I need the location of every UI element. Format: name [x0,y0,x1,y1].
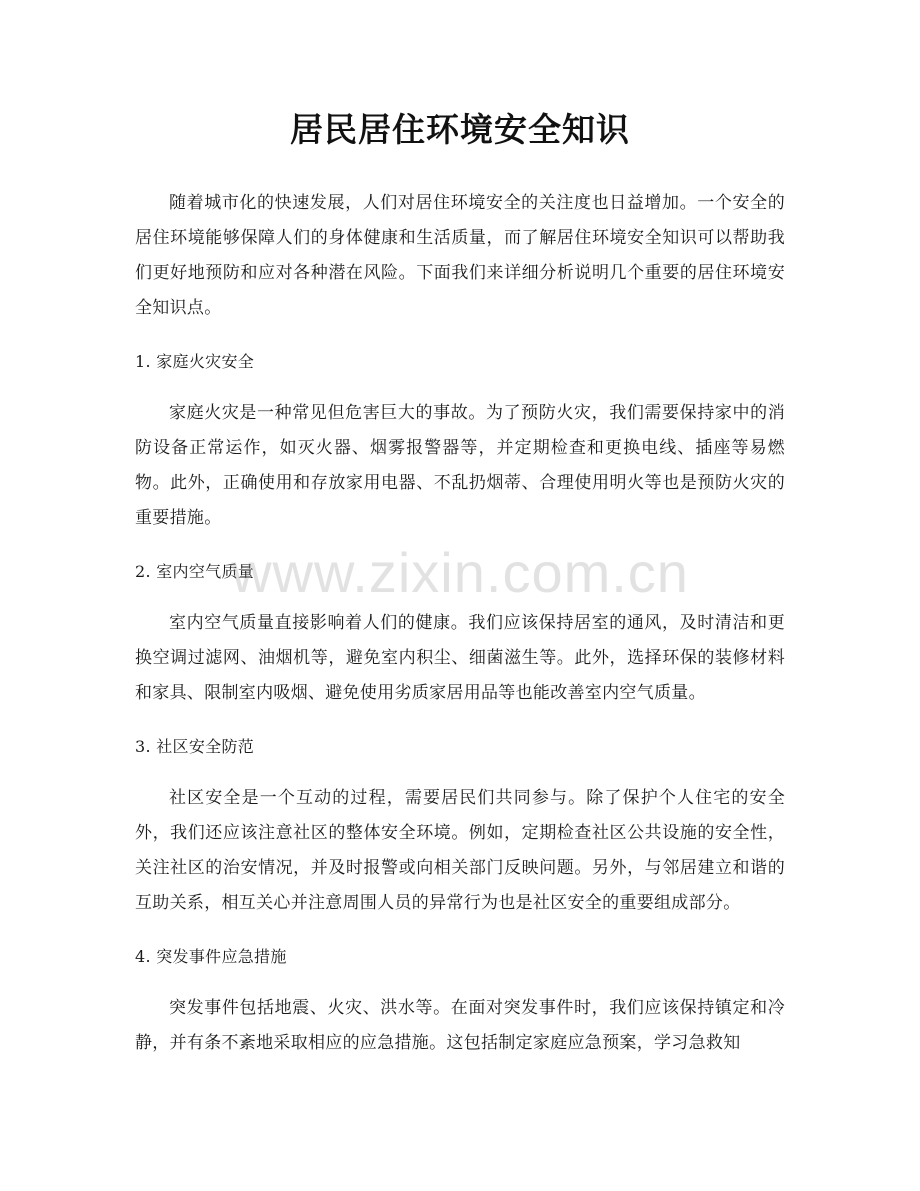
section-body-emergency: 突发事件包括地震、火灾、洪水等。在面对突发事件时，我们应该保持镇定和冷静，并有条不紊地采取相应的应急措施。这包括制定家庭应急预案，学习急救知 [135,998,785,1053]
section-heading-fire: 1. 家庭火灾安全 [135,352,255,371]
section-body-air: 室内空气质量直接影响着人们的健康。我们应该保持居室的通风，及时清洁和更换空调过滤网、油烟机等，避免室内积尘、细菌滋生等。此外，选择环保的装修材料和家具、限制室内吸烟、避免使用劣质家居用品等也能改善室内空气质量。 [135,613,785,703]
section-heading-air: 2. 室内空气质量 [135,562,255,581]
watermark-text: www.zixin.com.cn [231,541,689,604]
section-body-community: 社区安全是一个互动的过程，需要居民们共同参与。除了保护个人住宅的安全外，我们还应该注意社区的整体安全环境。例如，定期检查社区公共设施的安全性，关注社区的治安情况，并及时报警或向相关部门反映问题。另外，与邻居建立和谐的互助关系，相互关心并注意周围人员的异常行为也是社区安全的重要组成部分。 [135,788,785,913]
section-heading-community: 3. 社区安全防范 [135,737,255,756]
intro-paragraph: 随着城市化的快速发展，人们对居住环境安全的关注度也日益增加。一个安全的居住环境能够保障人们的身体健康和生活质量，而了解居住环境安全知识可以帮助我们更好地预防和应对各种潜在风险。下面我们来详细分析说明几个重要的居住环境安全知识点。 [135,193,785,318]
section-heading-emergency: 4. 突发事件应急措施 [135,947,287,966]
section-body-fire: 家庭火灾是一种常见但危害巨大的事故。为了预防火灾，我们需要保持家中的消防设备正常运作，如灭火器、烟雾报警器等，并定期检查和更换电线、插座等易燃物。此外，正确使用和存放家用电器、不乱扔烟蒂、合理使用明火等也是预防火灾的重要措施。 [135,403,785,528]
document-body [135,186,785,1061]
document-title: 居民居住环境安全知识 [290,110,630,149]
